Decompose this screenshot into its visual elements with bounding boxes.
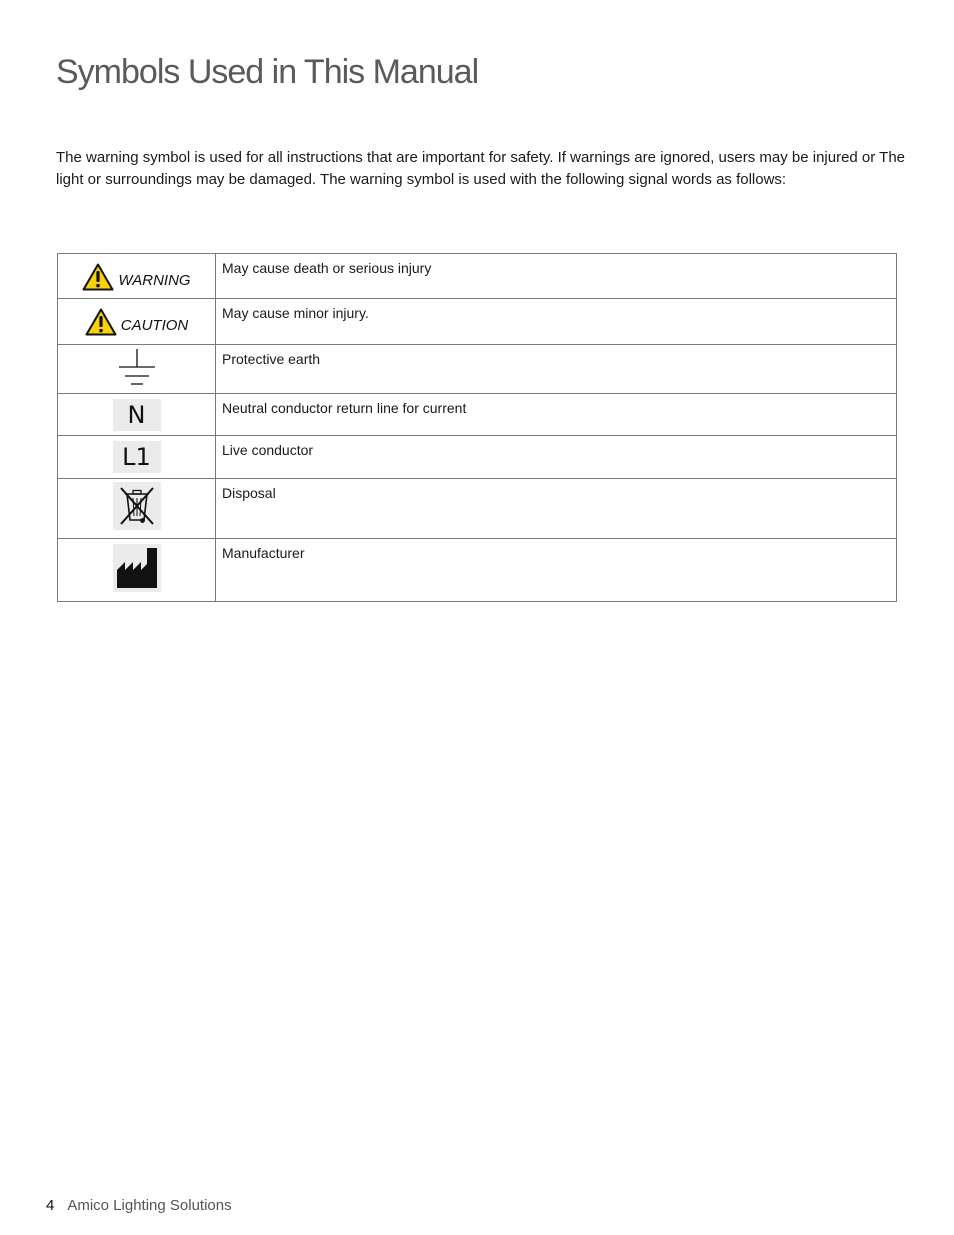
live-conductor-icon: L1	[113, 441, 161, 473]
neutral-conductor-icon: N	[113, 399, 161, 431]
page-title: Symbols Used in This Manual	[56, 53, 479, 91]
page-number: 4	[46, 1197, 55, 1214]
symbol-cell	[58, 539, 216, 602]
table-row	[58, 299, 897, 345]
crossed-bin-icon	[113, 482, 161, 530]
warning-triangle-icon	[82, 263, 114, 291]
symbol-description: Protective earth	[216, 345, 897, 394]
signal-caution	[85, 308, 189, 336]
symbol-cell	[58, 479, 216, 539]
table-row	[58, 539, 897, 602]
table-row	[58, 394, 897, 436]
manufacturer-icon	[113, 544, 161, 592]
symbol-description: Disposal	[216, 479, 897, 539]
table-row	[58, 345, 897, 394]
symbol-description: Live conductor	[216, 436, 897, 479]
symbol-cell	[58, 394, 216, 436]
symbol-cell	[58, 254, 216, 299]
symbol-description: Manufacturer	[216, 539, 897, 602]
table-row	[58, 254, 897, 299]
symbol-cell	[58, 299, 216, 345]
symbol-description: May cause minor injury.	[216, 299, 897, 345]
warning-triangle-icon	[85, 308, 117, 336]
company-name: Amico Lighting Solutions	[67, 1197, 232, 1214]
table-row	[58, 479, 897, 539]
signal-word: CAUTION	[120, 317, 189, 334]
signal-word: WARNING	[118, 271, 191, 289]
table-row	[58, 436, 897, 479]
symbol-description: May cause death or serious injury	[216, 254, 897, 299]
symbol-description: Neutral conductor return line for current	[216, 394, 897, 436]
signal-warning	[82, 263, 190, 291]
page-footer	[46, 1196, 232, 1216]
symbols-table	[57, 253, 897, 602]
intro-paragraph: The warning symbol is used for all instructions that are important for safety. If warnings are ignored, users may be injured or The light or surroundings may be damaged. The warning symbol is used with the following signal words as follows:	[56, 149, 906, 188]
protective-earth-icon	[117, 347, 157, 387]
symbol-cell	[58, 345, 216, 394]
symbol-cell	[58, 436, 216, 479]
